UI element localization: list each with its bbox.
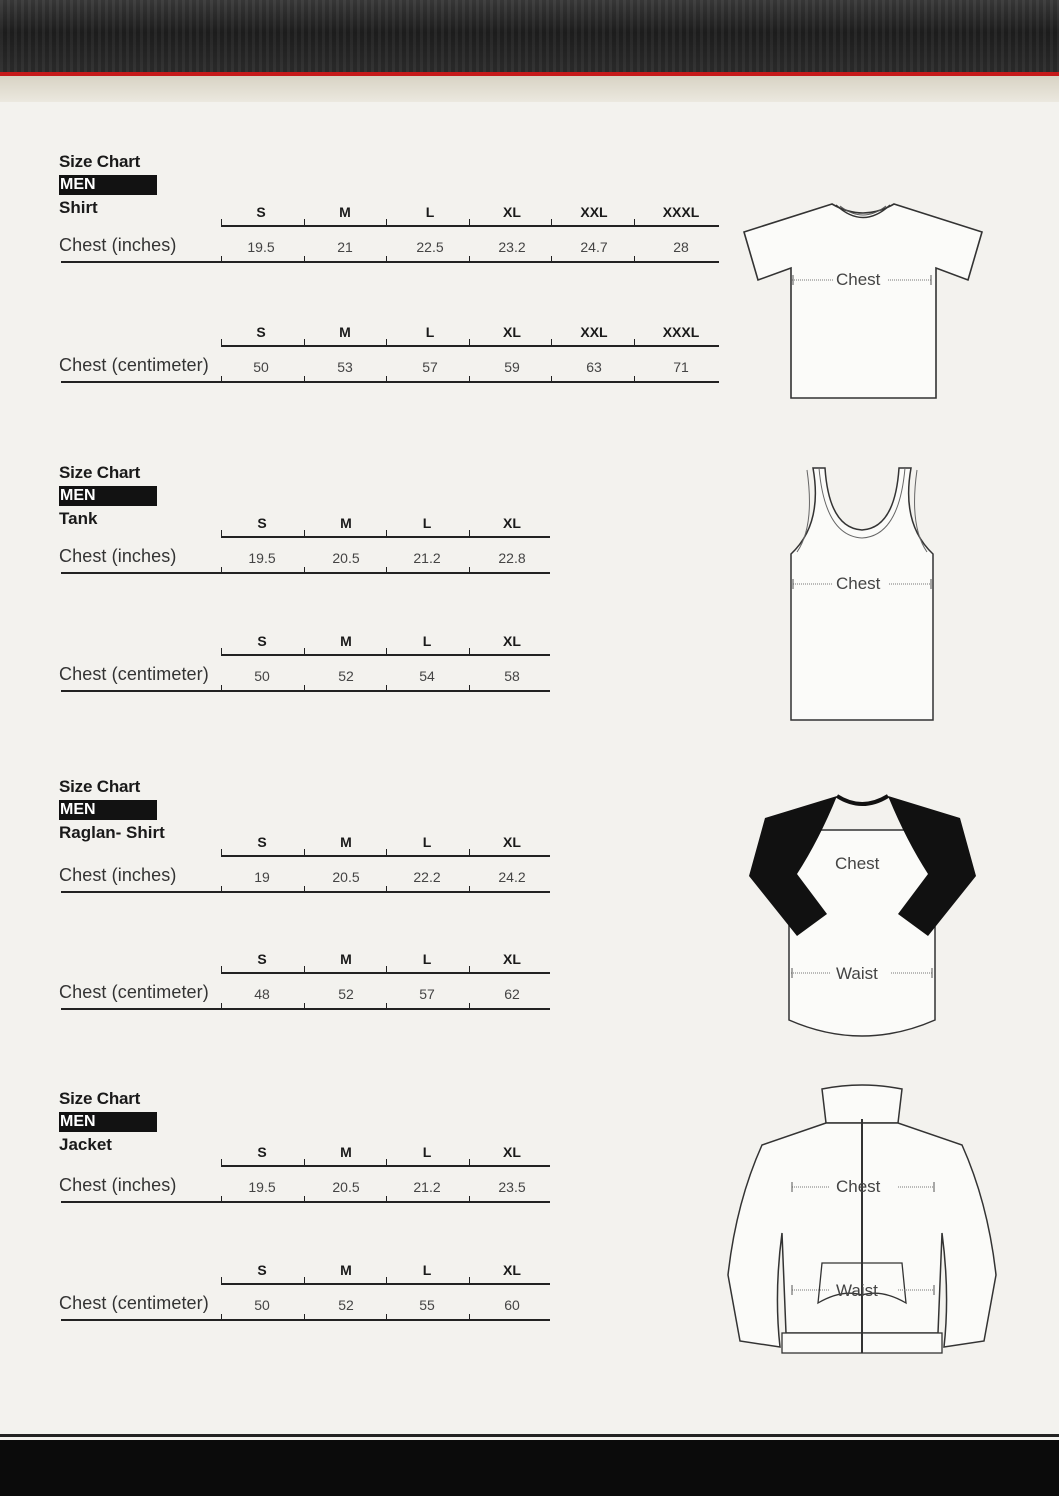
size-chart-title: Size Chart: [59, 777, 141, 796]
top-header-band: [0, 0, 1059, 72]
row-rule: [61, 381, 719, 383]
size-value: 53: [337, 359, 353, 375]
column-tick: [386, 685, 387, 691]
column-tick: [221, 685, 222, 691]
size-header: XXL: [580, 204, 608, 220]
header-rule: [221, 1283, 550, 1285]
header-rule: [221, 855, 550, 857]
size-header: M: [340, 951, 352, 967]
column-tick: [386, 1196, 387, 1202]
size-header: M: [340, 1144, 352, 1160]
column-tick: [469, 339, 470, 345]
size-header: S: [257, 1144, 267, 1160]
tshirt-icon: [736, 196, 986, 406]
column-tick: [551, 256, 552, 262]
size-header: S: [256, 204, 266, 220]
column-tick: [221, 849, 222, 855]
size-value: 22.5: [416, 239, 444, 255]
size-value: 57: [419, 986, 435, 1002]
header-tan-stripe: [0, 76, 1059, 102]
size-header: XXXL: [662, 204, 700, 220]
column-tick: [634, 256, 635, 262]
column-tick: [386, 530, 387, 536]
size-value: 23.5: [498, 1179, 526, 1195]
size-header: S: [257, 1262, 267, 1278]
column-tick: [221, 530, 222, 536]
column-tick: [634, 219, 635, 225]
size-header: M: [339, 324, 351, 340]
column-tick: [386, 567, 387, 573]
size-header: M: [340, 834, 352, 850]
column-tick: [304, 1277, 305, 1283]
size-value: 24.2: [498, 869, 526, 885]
row-label: Chest (inches): [59, 1175, 177, 1195]
column-tick: [469, 530, 470, 536]
column-tick: [469, 849, 470, 855]
column-tick: [469, 685, 470, 691]
column-tick: [304, 530, 305, 536]
size-header: L: [422, 1262, 432, 1278]
size-value: 24.7: [580, 239, 608, 255]
size-chart-title: Size Chart: [59, 152, 141, 171]
column-tick: [469, 567, 470, 573]
header-rule: [221, 225, 719, 227]
men-badge: MEN: [59, 800, 157, 820]
header-rule: [221, 654, 550, 656]
size-header: XXL: [580, 324, 608, 340]
column-tick: [304, 966, 305, 972]
row-rule: [61, 261, 719, 263]
size-value: 21: [337, 239, 353, 255]
size-value: 58: [504, 668, 520, 684]
column-tick: [221, 256, 222, 262]
column-tick: [304, 849, 305, 855]
garment-name: Raglan- Shirt: [59, 823, 165, 842]
column-tick: [469, 648, 470, 654]
chest-label: Chest: [836, 1177, 881, 1196]
column-tick: [386, 1277, 387, 1283]
column-tick: [469, 219, 470, 225]
size-value: 19.5: [248, 550, 276, 566]
column-tick: [221, 219, 222, 225]
size-value: 50: [253, 359, 269, 375]
men-badge: MEN: [59, 486, 157, 506]
column-tick: [386, 886, 387, 892]
column-tick: [304, 376, 305, 382]
size-value: 52: [338, 986, 354, 1002]
header-rule: [221, 536, 550, 538]
column-tick: [304, 1159, 305, 1165]
size-header: XL: [503, 633, 521, 649]
size-value: 20.5: [332, 1179, 360, 1195]
column-tick: [304, 1003, 305, 1009]
column-tick: [304, 567, 305, 573]
size-value: 20.5: [332, 869, 360, 885]
column-tick: [386, 966, 387, 972]
column-tick: [386, 256, 387, 262]
size-value: 28: [673, 239, 689, 255]
size-header: XL: [503, 951, 521, 967]
garment-name: Shirt: [59, 198, 98, 217]
size-header: M: [340, 633, 352, 649]
size-value: 19.5: [247, 239, 275, 255]
header-rule: [221, 972, 550, 974]
size-header: L: [425, 204, 435, 220]
size-header: M: [340, 1262, 352, 1278]
column-tick: [221, 1314, 222, 1320]
column-tick: [469, 886, 470, 892]
column-tick: [634, 339, 635, 345]
row-rule: [61, 690, 550, 692]
size-value: 63: [586, 359, 602, 375]
column-tick: [304, 1196, 305, 1202]
size-value: 21.2: [413, 550, 441, 566]
column-tick: [386, 1314, 387, 1320]
size-header: M: [339, 204, 351, 220]
waist-label: Waist: [836, 964, 878, 983]
size-header: L: [425, 324, 435, 340]
size-header: XXXL: [662, 324, 700, 340]
size-value: 52: [338, 668, 354, 684]
men-badge: MEN: [59, 175, 157, 195]
size-value: 20.5: [332, 550, 360, 566]
size-header: XL: [503, 1144, 521, 1160]
size-value: 55: [419, 1297, 435, 1313]
column-tick: [469, 256, 470, 262]
column-tick: [304, 219, 305, 225]
column-tick: [221, 567, 222, 573]
size-value: 50: [254, 668, 270, 684]
column-tick: [221, 376, 222, 382]
size-header: L: [422, 633, 432, 649]
jacket-icon: [722, 1083, 1002, 1361]
size-header: XL: [503, 1262, 521, 1278]
size-value: 54: [419, 668, 435, 684]
garment-name: Jacket: [59, 1135, 112, 1154]
size-value: 21.2: [413, 1179, 441, 1195]
size-value: 57: [422, 359, 438, 375]
column-tick: [386, 648, 387, 654]
row-rule: [61, 1319, 550, 1321]
size-value: 23.2: [498, 239, 526, 255]
row-rule: [61, 1201, 550, 1203]
row-rule: [61, 572, 550, 574]
size-header: L: [422, 1144, 432, 1160]
column-tick: [386, 849, 387, 855]
size-header: S: [257, 834, 267, 850]
size-value: 22.2: [413, 869, 441, 885]
row-label: Chest (centimeter): [59, 982, 209, 1002]
row-label: Chest (inches): [59, 865, 177, 885]
row-label: Chest (inches): [59, 235, 177, 255]
row-label: Chest (centimeter): [59, 664, 209, 684]
column-tick: [469, 1277, 470, 1283]
header-rule: [221, 1165, 550, 1167]
size-header: M: [340, 515, 352, 531]
column-tick: [386, 339, 387, 345]
column-tick: [221, 648, 222, 654]
footer-band: [0, 1440, 1059, 1496]
size-value: 60: [504, 1297, 520, 1313]
column-tick: [469, 1314, 470, 1320]
column-tick: [469, 1196, 470, 1202]
size-header: S: [257, 951, 267, 967]
size-header: L: [422, 834, 432, 850]
column-tick: [551, 219, 552, 225]
size-header: S: [257, 515, 267, 531]
column-tick: [386, 376, 387, 382]
chest-label: Chest: [836, 270, 881, 289]
size-header: S: [256, 324, 266, 340]
column-tick: [304, 1314, 305, 1320]
column-tick: [221, 966, 222, 972]
size-chart-title: Size Chart: [59, 1089, 141, 1108]
size-chart-title: Size Chart: [59, 463, 141, 482]
raglan-shirt-icon: [745, 790, 980, 1052]
column-tick: [386, 1159, 387, 1165]
column-tick: [386, 219, 387, 225]
size-header: XL: [503, 204, 521, 220]
size-header: XL: [503, 834, 521, 850]
column-tick: [551, 376, 552, 382]
column-tick: [469, 1159, 470, 1165]
tank-top-icon: [785, 464, 940, 726]
column-tick: [551, 339, 552, 345]
column-tick: [634, 376, 635, 382]
chest-label: Chest: [836, 574, 881, 593]
column-tick: [221, 1003, 222, 1009]
size-value: 59: [504, 359, 520, 375]
column-tick: [221, 886, 222, 892]
garment-name: Tank: [59, 509, 98, 528]
header-rule: [221, 345, 719, 347]
row-rule: [61, 891, 550, 893]
waist-label: Waist: [836, 1281, 878, 1300]
row-label: Chest (centimeter): [59, 1293, 209, 1313]
column-tick: [304, 256, 305, 262]
size-value: 50: [254, 1297, 270, 1313]
column-tick: [304, 886, 305, 892]
row-label: Chest (inches): [59, 546, 177, 566]
size-value: 52: [338, 1297, 354, 1313]
size-value: 48: [254, 986, 270, 1002]
column-tick: [304, 648, 305, 654]
column-tick: [221, 1277, 222, 1283]
footer-rule: [0, 1434, 1059, 1437]
size-value: 71: [673, 359, 689, 375]
chest-label: Chest: [835, 854, 880, 873]
size-header: L: [422, 515, 432, 531]
column-tick: [221, 1196, 222, 1202]
size-value: 19: [254, 869, 270, 885]
column-tick: [469, 376, 470, 382]
size-value: 19.5: [248, 1179, 276, 1195]
column-tick: [304, 685, 305, 691]
column-tick: [221, 339, 222, 345]
size-value: 22.8: [498, 550, 526, 566]
column-tick: [386, 1003, 387, 1009]
men-badge: MEN: [59, 1112, 157, 1132]
column-tick: [469, 1003, 470, 1009]
column-tick: [221, 1159, 222, 1165]
size-header: S: [257, 633, 267, 649]
column-tick: [304, 339, 305, 345]
column-tick: [469, 966, 470, 972]
size-header: XL: [503, 515, 521, 531]
row-rule: [61, 1008, 550, 1010]
size-value: 62: [504, 986, 520, 1002]
size-header: XL: [503, 324, 521, 340]
size-header: L: [422, 951, 432, 967]
row-label: Chest (centimeter): [59, 355, 209, 375]
